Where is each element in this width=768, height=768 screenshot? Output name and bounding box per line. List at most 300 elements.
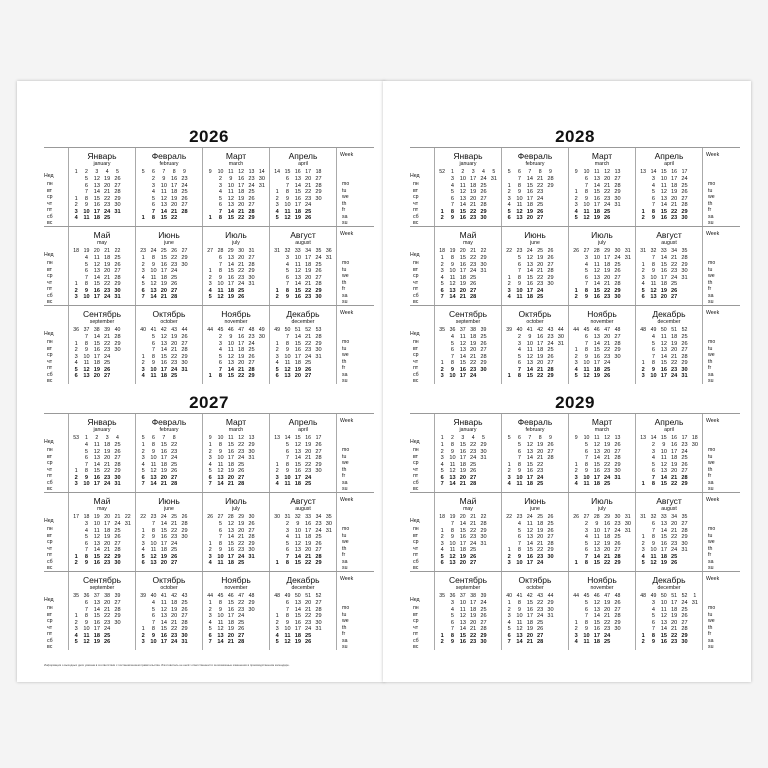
- day-cell: 16: [238, 334, 245, 340]
- month-september: [68, 572, 135, 650]
- week-number: 1: [451, 169, 454, 175]
- day-cell: 19: [294, 366, 301, 373]
- day-cell: 2: [141, 360, 145, 366]
- weekday-label: вт: [413, 266, 419, 273]
- day-cell: 3: [574, 360, 578, 366]
- month-name-en: may: [97, 506, 107, 512]
- day-cell: [612, 639, 622, 646]
- day-cell: 5: [651, 189, 656, 195]
- week-number: [623, 168, 633, 176]
- week-number: 8: [172, 169, 176, 175]
- week-number: 9: [208, 435, 212, 441]
- day-cell: 4: [141, 274, 145, 281]
- day-cell: 17: [526, 474, 533, 481]
- day-cell: 25: [604, 481, 611, 487]
- day-cell: 7: [651, 527, 656, 534]
- month-name-en: july: [598, 240, 606, 246]
- day-cell: 25: [114, 527, 121, 534]
- weekday-label: вс: [47, 565, 53, 571]
- day-cell: 11: [227, 189, 234, 195]
- day-cell: 1: [208, 215, 212, 221]
- day-cell: 11: [150, 547, 157, 553]
- day-cell: 29: [114, 195, 121, 202]
- day-cell: 20: [671, 195, 678, 202]
- day-cell: 18: [227, 461, 234, 468]
- day-cell: 14: [294, 182, 301, 189]
- week-number: 18: [691, 435, 698, 441]
- day-cell: 20: [660, 294, 667, 300]
- day-cell: 13: [150, 560, 157, 566]
- week-number: 18: [315, 169, 322, 175]
- day-cell: 23: [537, 281, 544, 287]
- day-cell: 18: [93, 360, 100, 366]
- day-cell: 4: [507, 619, 511, 626]
- weekday-label-en: tu: [708, 611, 713, 618]
- day-cell: 13: [593, 176, 600, 182]
- day-cell: 28: [315, 455, 322, 461]
- day-cell: 25: [181, 600, 188, 606]
- day-grid: [270, 176, 336, 222]
- day-cell: 17: [238, 340, 245, 347]
- week-label: Нед: [44, 518, 54, 524]
- day-cell: 23: [104, 287, 111, 294]
- month-august: [635, 493, 702, 571]
- day-cell: 2: [218, 176, 223, 182]
- weekday-label-en: su: [708, 644, 714, 650]
- day-cell: 22: [305, 613, 312, 619]
- day-cell: 16: [294, 195, 301, 202]
- day-cell: 21: [470, 202, 477, 208]
- day-cell: 30: [258, 334, 265, 340]
- day-cell: 6: [450, 347, 455, 353]
- day-cell: 15: [660, 360, 667, 366]
- week-numbers: [270, 434, 336, 442]
- day-cell: 16: [160, 534, 167, 540]
- month-name: Октябрь: [152, 309, 186, 319]
- day-cell: 2: [285, 521, 290, 527]
- day-cell: 24: [671, 547, 678, 553]
- day-cell: 4: [450, 606, 455, 613]
- day-cell: 5: [507, 626, 511, 632]
- day-cell: 27: [681, 195, 688, 202]
- month-name-en: april: [664, 427, 674, 433]
- day-cell: 13: [593, 274, 600, 281]
- day-cell: 18: [537, 521, 544, 527]
- day-cell: 3: [507, 613, 511, 619]
- day-cell: 10: [150, 455, 157, 461]
- day-cell: 10: [150, 639, 157, 645]
- day-cell: [489, 373, 499, 380]
- day-cell: 9: [450, 534, 455, 540]
- day-cell: 13: [160, 613, 167, 619]
- day-cell: [489, 215, 499, 222]
- day-cell: 4: [651, 182, 656, 189]
- month-name-en: february: [525, 161, 545, 167]
- day-cell: 22: [604, 347, 611, 353]
- day-cell: 9: [584, 626, 589, 632]
- day-grid: [636, 176, 702, 222]
- day-cell: 12: [217, 626, 224, 632]
- day-cell: 10: [83, 294, 90, 300]
- day-cell: 8: [584, 461, 589, 468]
- day-cell: 27: [181, 202, 188, 208]
- day-cell: 4: [517, 521, 522, 527]
- day-grid: [136, 255, 202, 301]
- day-cell: 20: [537, 448, 544, 455]
- day-cell: 10: [650, 373, 657, 379]
- month-november: [568, 306, 635, 384]
- day-cell: 23: [604, 195, 611, 202]
- day-cell: [246, 294, 256, 301]
- weekday-label-en: sa: [342, 213, 348, 220]
- day-cell: 21: [104, 334, 111, 340]
- day-cell: 19: [470, 340, 477, 347]
- day-cell: 2: [141, 632, 145, 639]
- day-cell: 11: [459, 182, 466, 189]
- day-cell: 12: [583, 373, 590, 379]
- day-cell: 13: [294, 600, 301, 606]
- day-cell: 26: [537, 626, 544, 632]
- day-cell: 25: [614, 261, 621, 268]
- day-cell: 15: [459, 632, 466, 639]
- day-cell: 25: [104, 215, 111, 221]
- day-cell: 4: [440, 547, 444, 553]
- day-cell: 30: [315, 347, 322, 353]
- day-cell: 4: [275, 481, 279, 487]
- week-number: [489, 592, 499, 600]
- day-cell: 25: [681, 334, 688, 340]
- week-number: 18: [73, 248, 80, 254]
- day-cell: 23: [604, 353, 611, 360]
- month-name-en: january: [93, 427, 111, 433]
- month-july: [568, 493, 635, 571]
- month-september: [434, 306, 501, 384]
- month-name: Ноябрь: [587, 309, 617, 319]
- day-cell: 25: [171, 461, 178, 468]
- week-number: [123, 168, 133, 176]
- week-number: 44: [181, 327, 188, 333]
- day-cell: 25: [681, 182, 688, 189]
- day-cell: 25: [248, 189, 255, 195]
- day-cell: 15: [294, 189, 301, 195]
- year-calendar-2027: [44, 392, 374, 650]
- weekday-label-en: we: [342, 460, 349, 466]
- day-cell: 20: [537, 261, 544, 268]
- weekday-label-en: sa: [342, 371, 348, 378]
- day-cell: 13: [660, 468, 667, 474]
- day-cell: 29: [114, 340, 121, 347]
- weekday-label: пт: [47, 552, 53, 558]
- day-cell: 5: [574, 215, 578, 221]
- week-number: 5: [492, 169, 496, 175]
- month-name-en: november: [224, 585, 248, 591]
- day-cell: [679, 294, 689, 301]
- week-number: [324, 168, 334, 176]
- month-name: Январь: [87, 417, 117, 427]
- day-cell: 6: [218, 527, 223, 534]
- day-cell: 27: [114, 182, 121, 189]
- day-cell: 17: [160, 366, 167, 373]
- day-cell: 7: [218, 534, 223, 540]
- day-cell: 23: [537, 468, 544, 474]
- day-cell: 19: [171, 606, 178, 613]
- day-cell: 15: [526, 373, 533, 379]
- day-cell: 21: [604, 281, 611, 287]
- day-cell: 18: [171, 189, 178, 195]
- day-cell: 19: [305, 268, 312, 274]
- day-cell: 30: [248, 606, 255, 613]
- day-cell: 28: [315, 281, 322, 287]
- day-cell: 23: [470, 448, 477, 455]
- day-cell: 8: [450, 360, 455, 366]
- day-cell: 19: [459, 468, 466, 474]
- day-cell: 9: [285, 294, 290, 300]
- weekday-label-en: fr: [342, 207, 346, 213]
- weekday-labels-ru: [44, 148, 68, 226]
- day-cell: 17: [227, 281, 234, 287]
- day-cell: 25: [248, 347, 255, 353]
- day-cell: 15: [593, 287, 600, 294]
- day-cell: 26: [315, 442, 322, 448]
- day-cell: 26: [181, 606, 188, 613]
- month-may: [68, 227, 135, 305]
- day-cell: 28: [614, 613, 621, 619]
- day-cell: 6: [584, 334, 589, 340]
- month-name-en: july: [598, 506, 606, 512]
- day-cell: 11: [660, 606, 667, 613]
- day-cell: 14: [516, 639, 523, 645]
- day-cell: 6: [218, 255, 223, 261]
- day-cell: 7: [651, 626, 656, 632]
- day-cell: 28: [547, 268, 554, 274]
- week-number: [257, 513, 267, 521]
- day-cell: 26: [114, 534, 121, 540]
- weekday-label-en: th: [708, 279, 713, 286]
- day-cell: 13: [593, 334, 600, 340]
- day-cell: 4: [208, 287, 212, 294]
- weekday-label: ср: [413, 273, 419, 279]
- quarter-row: [44, 147, 374, 226]
- day-cell: 15: [459, 527, 466, 534]
- day-cell: 6: [584, 448, 589, 455]
- day-cell: 27: [171, 560, 178, 566]
- day-cell: 30: [480, 215, 487, 221]
- week-number: 50: [660, 327, 667, 333]
- day-cell: 21: [104, 189, 111, 195]
- day-cell: 28: [315, 182, 322, 189]
- day-cell: 16: [227, 606, 234, 613]
- week-numbers: [203, 592, 269, 600]
- day-cell: 4: [84, 255, 89, 261]
- day-cell: 8: [651, 261, 656, 268]
- month-name-en: december: [291, 319, 315, 325]
- day-cell: 7: [141, 294, 145, 300]
- day-cell: 16: [227, 547, 234, 553]
- month-june: [135, 493, 202, 571]
- day-cell: 18: [526, 619, 533, 626]
- day-cell: 8: [285, 287, 290, 294]
- day-cell: 15: [526, 600, 533, 606]
- day-cell: 3: [74, 208, 78, 215]
- day-cell: 12: [593, 442, 600, 448]
- weekday-label: сб: [413, 637, 419, 644]
- week-number: [179, 434, 189, 442]
- week-number: 18: [439, 514, 446, 520]
- day-cell: 20: [104, 455, 111, 461]
- day-cell: 17: [93, 294, 100, 300]
- day-cell: [690, 215, 700, 222]
- day-cell: 30: [614, 626, 621, 632]
- day-cell: 18: [526, 294, 533, 300]
- day-cell: 6: [208, 474, 212, 481]
- week-number: 39: [114, 593, 121, 599]
- day-cell: 14: [593, 455, 600, 461]
- day-grid: [502, 334, 568, 380]
- day-grid: [502, 176, 568, 222]
- day-cell: 28: [181, 208, 188, 215]
- week-number: 31: [284, 514, 291, 520]
- day-cell: 5: [141, 468, 145, 474]
- weekday-label: пн: [47, 339, 53, 345]
- day-cell: [545, 560, 555, 567]
- day-cell: 27: [681, 521, 688, 527]
- day-cell: 18: [227, 619, 234, 626]
- month-february: [135, 414, 202, 492]
- week-label-en: Week: [340, 576, 354, 582]
- day-grid: [569, 176, 635, 222]
- week-number: 49: [258, 327, 265, 333]
- week-number: 31: [640, 514, 647, 520]
- weekday-label-en: th: [708, 545, 713, 552]
- day-cell: 25: [171, 547, 178, 553]
- weekday-label: пн: [47, 447, 53, 453]
- day-cell: 2: [208, 448, 212, 455]
- day-cell: 11: [459, 334, 466, 340]
- day-cell: 2: [641, 215, 645, 221]
- weekday-label-en: fr: [708, 365, 712, 371]
- day-cell: 4: [84, 442, 89, 448]
- day-cell: 28: [181, 619, 188, 626]
- month-name: Декабрь: [286, 309, 320, 319]
- weekday-label-en: mo: [708, 260, 716, 266]
- month-august: [635, 227, 702, 305]
- week-number: 10: [217, 435, 224, 441]
- day-cell: 26: [547, 255, 554, 261]
- day-cell: 19: [294, 215, 301, 221]
- day-cell: 2: [218, 334, 223, 340]
- day-cell: 29: [480, 255, 487, 261]
- day-cell: 31: [557, 340, 564, 347]
- day-cell: 8: [151, 353, 156, 360]
- day-cell: 6: [517, 360, 522, 366]
- day-cell: 25: [470, 461, 477, 468]
- week-numbers: [136, 326, 202, 334]
- day-cell: 21: [671, 527, 678, 534]
- week-numbers: [636, 247, 702, 255]
- day-cell: 8: [84, 281, 89, 287]
- day-cell: 10: [150, 540, 157, 547]
- month-may: [434, 227, 501, 305]
- day-cell: 17: [227, 613, 234, 619]
- week-number: 22: [114, 248, 121, 254]
- month-name-en: may: [97, 240, 107, 246]
- week-numbers: [136, 434, 202, 442]
- day-cell: 1: [275, 560, 279, 566]
- day-cell: 27: [315, 448, 322, 455]
- day-cell: 20: [171, 613, 178, 619]
- day-cell: 17: [470, 176, 477, 182]
- day-cell: 24: [248, 182, 255, 189]
- day-cell: 30: [614, 353, 621, 360]
- day-cell: 16: [294, 347, 301, 353]
- week-number: [190, 592, 200, 600]
- day-cell: 4: [275, 360, 279, 366]
- day-cell: 12: [93, 534, 100, 540]
- day-cell: 22: [305, 461, 312, 468]
- month-name: Июль: [591, 496, 613, 506]
- day-cell: 24: [171, 366, 178, 373]
- day-cell: 18: [526, 202, 533, 208]
- day-cell: [556, 639, 566, 646]
- day-cell: 29: [614, 619, 621, 626]
- week-number: 49: [284, 593, 291, 599]
- month-july: [202, 227, 269, 305]
- day-cell: 3: [641, 547, 645, 553]
- weekday-label: вс: [47, 644, 53, 650]
- day-cell: 12: [660, 189, 667, 195]
- week-number: 37: [83, 327, 90, 333]
- week-number: 40: [114, 327, 121, 333]
- week-number: 14: [650, 435, 657, 441]
- day-grid: [203, 521, 269, 567]
- day-cell: 24: [604, 474, 611, 481]
- week-number: 4: [105, 169, 109, 175]
- week-numbers: [270, 168, 336, 176]
- day-cell: 21: [526, 639, 533, 645]
- day-cell: 4: [507, 294, 511, 300]
- week-number: 11: [594, 435, 600, 441]
- day-grid: [69, 521, 135, 567]
- day-cell: 29: [114, 281, 121, 287]
- weekday-label-en: tu: [708, 345, 713, 352]
- day-cell: 18: [305, 534, 312, 540]
- week-number: 5: [141, 169, 145, 175]
- day-cell: 26: [547, 353, 554, 360]
- day-cell: 1: [74, 468, 78, 474]
- day-cell: 8: [151, 442, 156, 448]
- day-cell: 19: [604, 442, 611, 448]
- day-cell: 27: [547, 360, 554, 366]
- day-cell: [190, 373, 200, 380]
- day-cell: 20: [227, 474, 234, 481]
- day-cell: 9: [450, 261, 455, 268]
- day-cell: 16: [93, 474, 100, 481]
- day-cell: 5: [218, 521, 223, 527]
- day-cell: 6: [84, 540, 89, 547]
- week-numbers: [569, 326, 635, 334]
- day-cell: 2: [641, 639, 645, 645]
- day-cell: 11: [449, 274, 456, 281]
- day-cell: 24: [305, 474, 312, 481]
- day-cell: 7: [440, 481, 444, 487]
- weekday-label: ср: [413, 194, 419, 200]
- quarter-row: [410, 413, 740, 492]
- day-cell: 17: [104, 521, 111, 527]
- week-numbers: [435, 513, 501, 521]
- day-cell: 8: [285, 461, 290, 468]
- day-cell: 27: [681, 468, 688, 474]
- weekday-label: сб: [413, 213, 419, 220]
